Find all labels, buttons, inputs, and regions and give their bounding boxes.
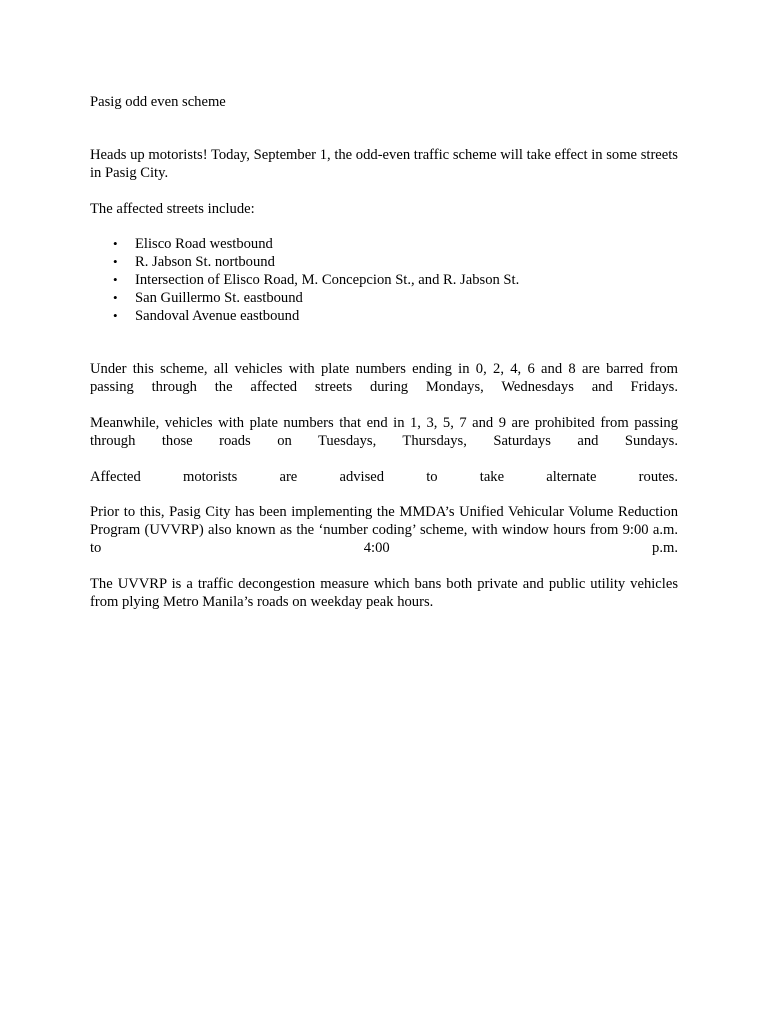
list-item: [90, 235, 519, 253]
bullet-icon: •: [113, 290, 118, 305]
scheme-odd-plates-paragraph: Meanwhile, vehicles with plate numbers that end in 1, 3, 5, 7 and 9 are prohibited from passing through those roads on Tuesdays, Thursdays, Saturdays and Sundays.: [90, 415, 678, 449]
street-label: Intersection of Elisco Road, M. Concepcion St., and R. Jabson St.: [135, 272, 520, 288]
alternate-routes-paragraph: Affected motorists are advised to take alternate routes.: [90, 469, 678, 485]
bullet-icon: •: [113, 272, 118, 287]
affected-streets-intro: The affected streets include:: [90, 201, 255, 217]
list-item: [90, 289, 519, 307]
scheme-even-plates-paragraph: Under this scheme, all vehicles with plate numbers ending in 0, 2, 4, 6 and 8 are barred from passing through the affected streets during Mondays, Wednesdays and Fridays.: [90, 361, 678, 395]
street-label: R. Jabson St. nortbound: [135, 254, 275, 270]
street-label: San Guillermo St. eastbound: [135, 290, 303, 306]
uvvrp-definition-paragraph: The UVVRP is a traffic decongestion measure which bans both private and public utility vehicles from plying Metro Manila’s roads on weekday peak hours.: [90, 576, 678, 610]
street-label: Sandoval Avenue eastbound: [135, 308, 300, 324]
bullet-icon: •: [113, 254, 118, 269]
document-title: Pasig odd even scheme: [90, 94, 226, 110]
bullet-icon: •: [113, 308, 118, 323]
intro-paragraph: Heads up motorists! Today, September 1, the odd-even traffic scheme will take effect in some streets in Pasig City.: [90, 147, 678, 181]
street-label: Elisco Road westbound: [135, 236, 273, 252]
uvvrp-background-paragraph: Prior to this, Pasig City has been implementing the MMDA’s Unified Vehicular Volume Reduction Program (UVVRP) also known as the ‘number coding’ scheme, with window hours from 9:00 a.m. to 4:00 p.m.: [90, 504, 678, 556]
list-item: [90, 253, 519, 271]
list-item: [90, 307, 519, 325]
bullet-icon: •: [113, 236, 118, 251]
list-item: [90, 271, 519, 289]
affected-streets-list: [90, 235, 519, 325]
